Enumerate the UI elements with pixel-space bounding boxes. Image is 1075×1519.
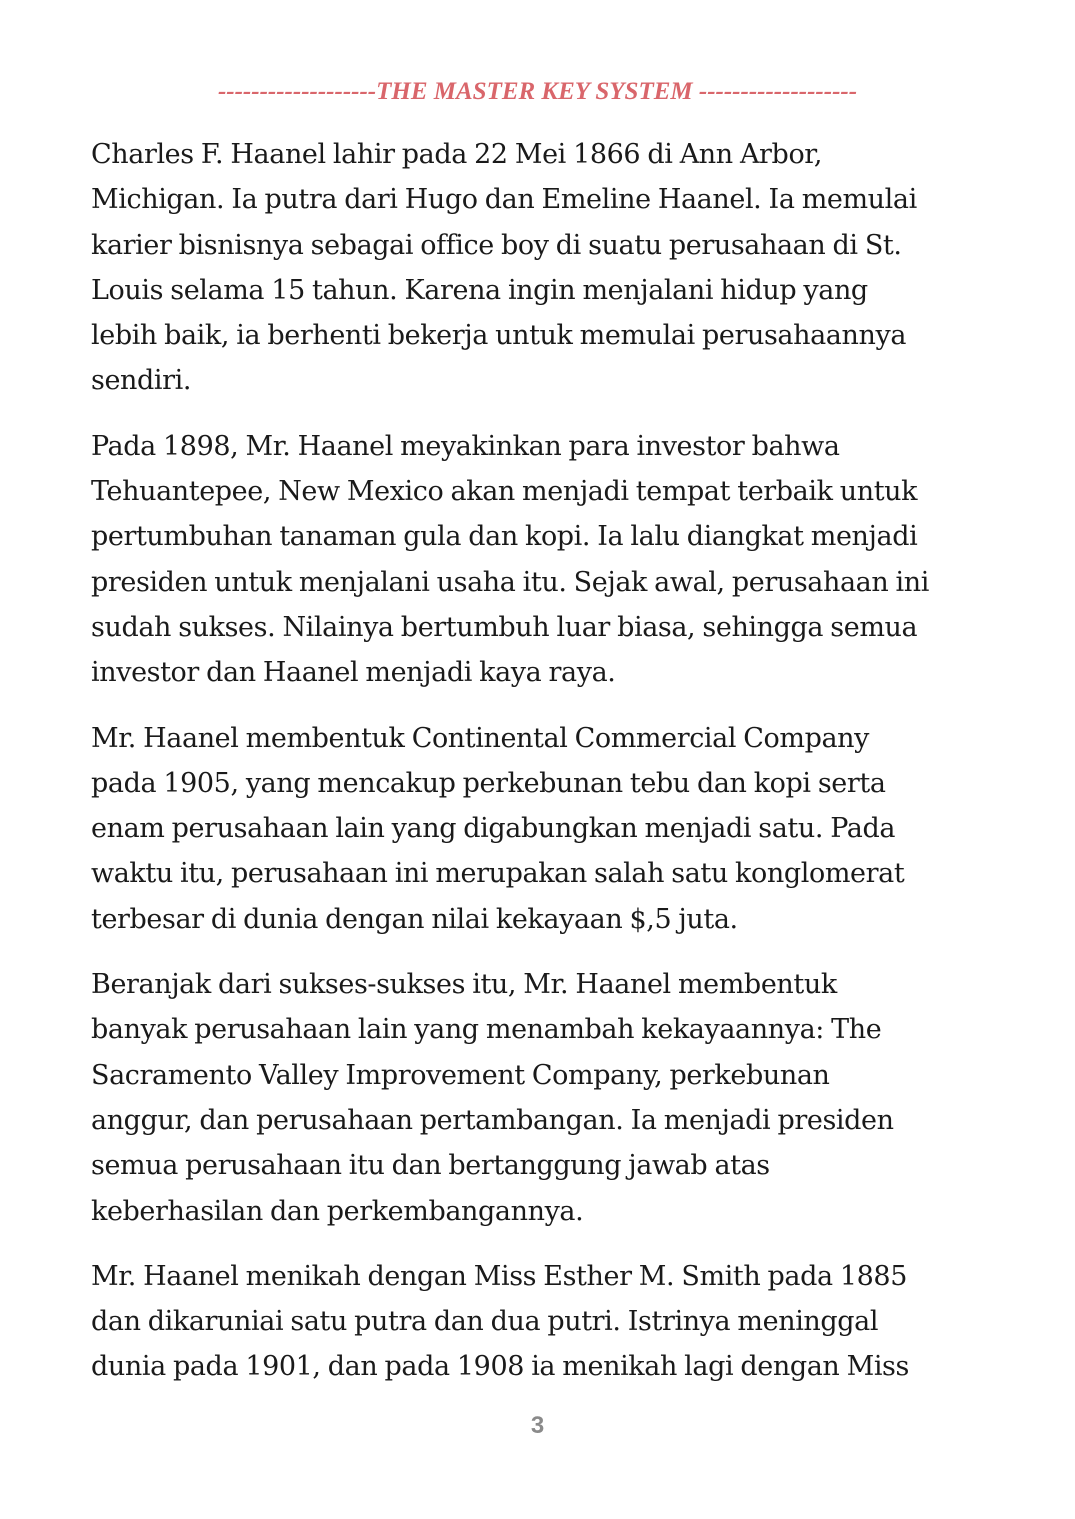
- text-line: waktu itu, perusahaan ini merupakan salah satu konglomerat: [91, 858, 905, 890]
- text-line: terbesar di dunia dengan nilai kekayaan $,5 juta.: [91, 903, 738, 935]
- text-line: sudah sukses. Nilainya bertumbuh luar biasa, sehingga semua: [91, 611, 918, 643]
- paragraph-2: [91, 424, 991, 696]
- text-line: dan dikaruniai satu putra dan dua putri. Istrinya meninggal: [91, 1306, 879, 1338]
- page-number: 3: [530, 1412, 545, 1439]
- text-line: karier bisnisnya sebagai office boy di suatu perusahaan di St.: [91, 229, 902, 261]
- text-line: Beranjak dari sukses-sukses itu, Mr. Haanel membentuk: [91, 969, 837, 1001]
- text-line: sendiri.: [91, 365, 192, 397]
- text-line: Tehuantepee, New Mexico akan menjadi tempat terbaik untuk: [91, 476, 918, 508]
- text-line: Louis selama 15 tahun. Karena ingin menjalani hidup yang: [91, 274, 868, 306]
- text-line: banyak perusahaan lain yang menambah kekayaannya: The: [91, 1014, 882, 1046]
- paragraph-3: [91, 716, 991, 942]
- text-line: Sacramento Valley Improvement Company, perkebunan: [91, 1059, 830, 1091]
- text-line: pada 1905, yang mencakup perkebunan tebu dan kopi serta: [91, 767, 886, 799]
- running-header-title: -------------------THE MASTER KEY SYSTEM -------------------: [217, 78, 858, 105]
- text-line: dunia pada 1901, dan pada 1908 ia menikah lagi dengan Miss: [91, 1351, 909, 1383]
- paragraph-5: [91, 1254, 991, 1390]
- text-line: semua perusahaan itu dan bertanggung jawab atas: [91, 1150, 770, 1182]
- text-line: Michigan. Ia putra dari Hugo dan Emeline Haanel. Ia memulai: [91, 184, 917, 216]
- text-line: anggur, dan perusahaan pertambangan. Ia menjadi presiden: [91, 1104, 894, 1136]
- body-text: [91, 132, 991, 1410]
- text-line: presiden untuk menjalani usaha itu. Sejak awal, perusahaan ini: [91, 566, 930, 598]
- text-line: investor dan Haanel menjadi kaya raya.: [91, 657, 616, 689]
- text-line: Charles F. Haanel lahir pada 22 Mei 1866 di Ann Arbor,: [91, 139, 823, 170]
- text-line: Mr. Haanel menikah dengan Miss Esther M. Smith pada 1885: [91, 1260, 907, 1292]
- paragraph-4: [91, 962, 991, 1234]
- text-line: pertumbuhan tanaman gula dan kopi. Ia lalu diangkat menjadi: [91, 521, 918, 553]
- paragraph-1: [91, 132, 991, 404]
- text-line: Mr. Haanel membentuk Continental Commercial Company: [91, 722, 870, 754]
- text-line: lebih baik, ia berhenti bekerja untuk memulai perusahaannya: [91, 320, 907, 352]
- text-line: Pada 1898, Mr. Haanel meyakinkan para investor bahwa: [91, 430, 840, 462]
- text-line: enam perusahaan lain yang digabungkan menjadi satu. Pada: [91, 813, 896, 845]
- text-line: keberhasilan dan perkembangannya.: [91, 1195, 584, 1227]
